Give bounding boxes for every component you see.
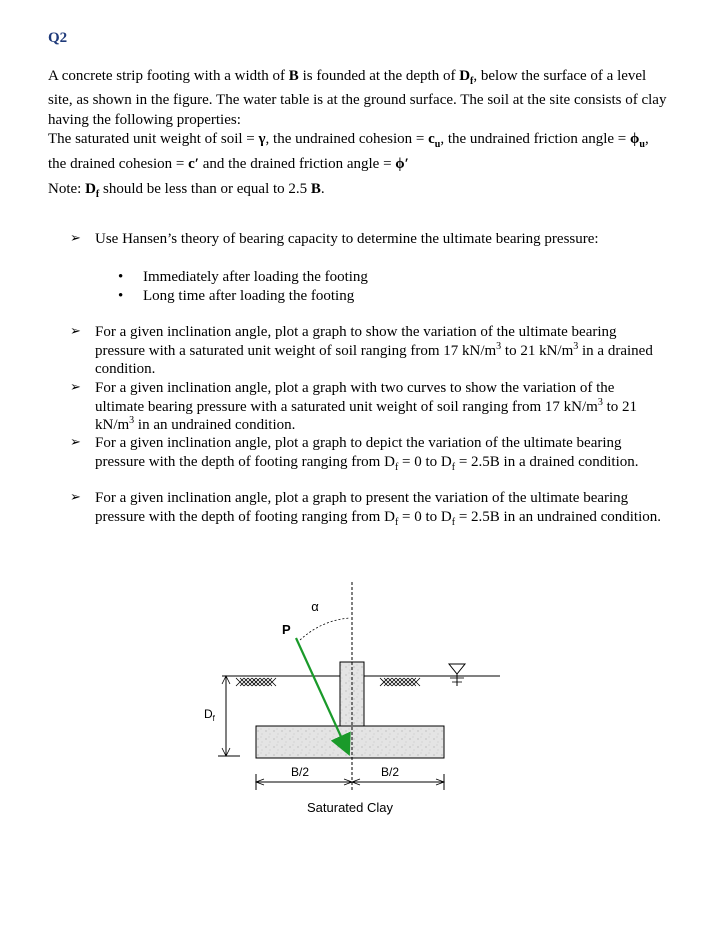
problem-statement: A concrete strip footing with a width of B is founded at the depth of $D_f$, below the surface of a level site, as shown in the figure. The water table is at the ground surface. The soil at the site consists of clay having the following properties: The saturated unit weight of soil = γ, the undrained cohesion = $c_u$, the undrained friction angle = $\phi_u$, the drained cohesion = c′ and the drained friction angle = ϕ′ <box>48 68 667 172</box>
soil-label: Saturated Clay <box>307 800 393 815</box>
note: Note: $D_f$ should be less than or equal to 2.5 B. <box>48 181 325 200</box>
arrow-bullet-icon: ➢ <box>70 324 81 339</box>
alpha-arc <box>300 618 350 640</box>
bullet-icon: • <box>118 288 124 304</box>
footing-base <box>256 726 444 758</box>
question-label: Q2 <box>48 30 68 46</box>
half-width-right-label: B/2 <box>380 765 400 779</box>
soil-hatch-right <box>380 678 420 686</box>
arrow-bullet-icon: ➢ <box>70 490 81 505</box>
arrow-bullet-icon: ➢ <box>70 435 81 450</box>
depth-label: $D_f$ <box>204 707 215 723</box>
half-width-left-label: B/2 <box>290 765 310 779</box>
arrow-bullet-icon: ➢ <box>70 380 81 395</box>
bullet-icon: • <box>118 269 124 285</box>
water-table-icon <box>449 664 465 686</box>
alpha-label: α <box>311 599 319 614</box>
arrow-bullet-icon: ➢ <box>70 231 81 246</box>
load-label: P <box>282 622 291 637</box>
soil-hatch-left <box>236 678 276 686</box>
